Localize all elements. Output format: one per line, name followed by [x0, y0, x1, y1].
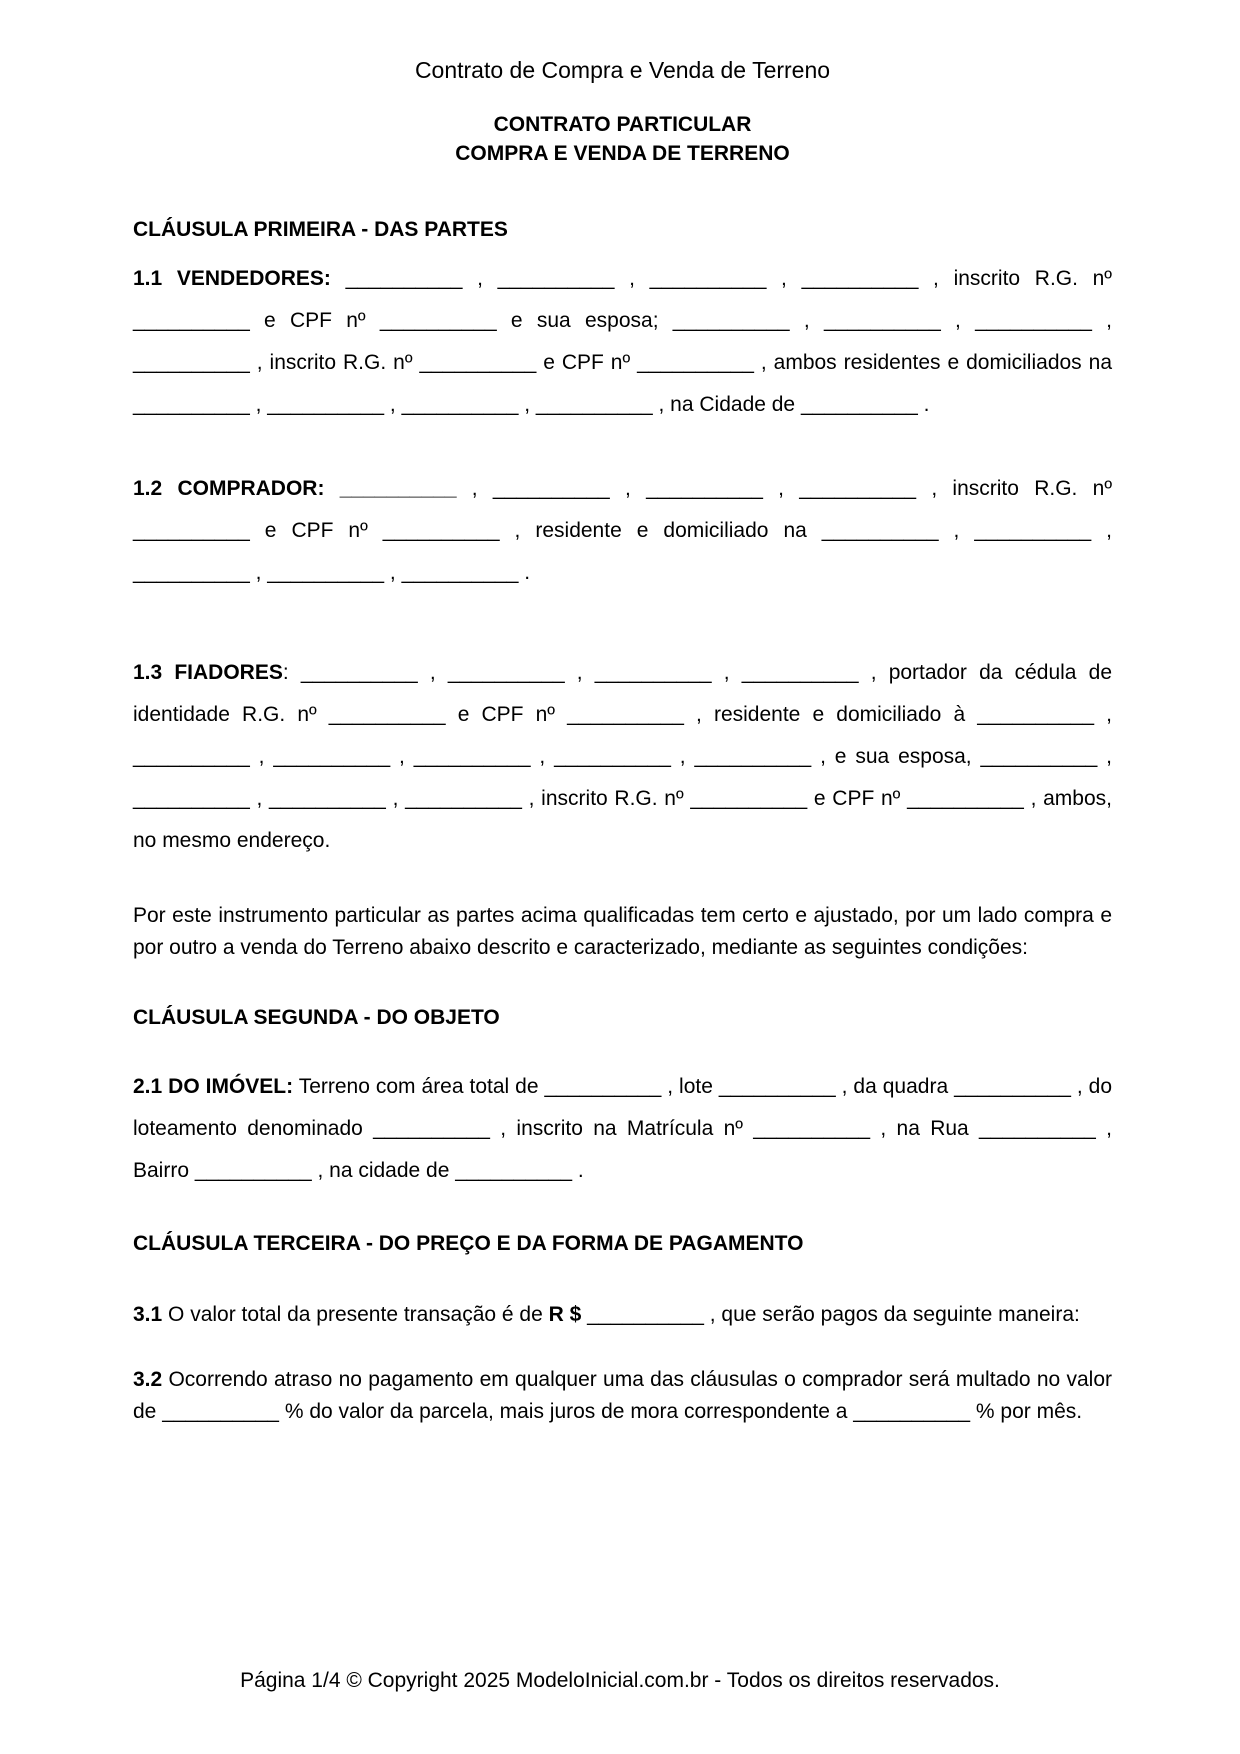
- clause-2-title: CLÁUSULA SEGUNDA - DO OBJETO: [133, 1006, 500, 1029]
- contract-heading-line-1: CONTRATO PARTICULAR: [493, 113, 752, 136]
- contract-heading-line-2: COMPRA E VENDA DE TERRENO: [455, 142, 790, 165]
- paragraph-1-2-comprador: 1.2 COMPRADOR: __________ , __________ , __________ , __________ , inscrito R.G. nº __________ e CPF nº __________ , residente e domiciliado na __________ , __________ , __________ , __________ , __________ .: [133, 477, 1112, 584]
- paragraph-3-1-valor-total: 3.1 O valor total da presente transação é de R $ __________ , que serão pagos da seguinte maneira:: [133, 1303, 1080, 1326]
- paragraph-2-1-do-imovel: 2.1 DO IMÓVEL: Terreno com área total de __________ , lote __________ , da quadra __________ , do loteamento denominado __________ , inscrito na Matrícula nº __________ , na Rua __________ , Bairro __________ , na cidade de __________ .: [133, 1075, 1112, 1182]
- contract-heading: [133, 110, 1112, 168]
- paragraph-1-3-fiadores: 1.3 FIADORES: __________ , __________ , __________ , __________ , portador da cédula de identidade R.G. nº __________ e CPF nº __________ , residente e domiciliado à __________ , __________ , __________ , __________ , __________ , __________ , e sua esposa, __________ , __________ , __________ , __________ , inscrito R.G. nº __________ e CPF nº __________ , ambos, no mesmo endereço.: [133, 661, 1112, 852]
- clause-3-title: CLÁUSULA TERCEIRA - DO PREÇO E DA FORMA DE PAGAMENTO: [133, 1232, 804, 1255]
- clause-1-title: CLÁUSULA PRIMEIRA - DAS PARTES: [133, 218, 508, 241]
- document-title: Contrato de Compra e Venda de Terreno: [414, 57, 831, 83]
- paragraph-1-1-vendedores: 1.1 VENDEDORES: __________ , __________ , __________ , __________ , inscrito R.G. nº __________ e CPF nº __________ e sua esposa; __________ , __________ , __________ , __________ , inscrito R.G. nº __________ e CPF nº __________ , ambos residentes e domiciliados na __________ , __________ , __________ , __________ , na Cidade de __________ .: [133, 267, 1112, 416]
- document-content: [0, 56, 1240, 1428]
- paragraph-intro: Por este instrumento particular as partes acima qualificadas tem certo e ajustado, por um lado compra e por outro a venda do Terreno abaixo descrito e caracterizado, mediante as seguintes condições:: [133, 904, 1112, 959]
- page-footer: Página 1/4 © Copyright 2025 ModeloInicial.com.br - Todos os direitos reservados.: [240, 1669, 1000, 1692]
- paragraph-3-2-atraso-pagamento: 3.2 Ocorrendo atraso no pagamento em qualquer uma das cláusulas o comprador será multado no valor de __________ % do valor da parcela, mais juros de mora correspondente a __________ % por mês.: [133, 1368, 1112, 1423]
